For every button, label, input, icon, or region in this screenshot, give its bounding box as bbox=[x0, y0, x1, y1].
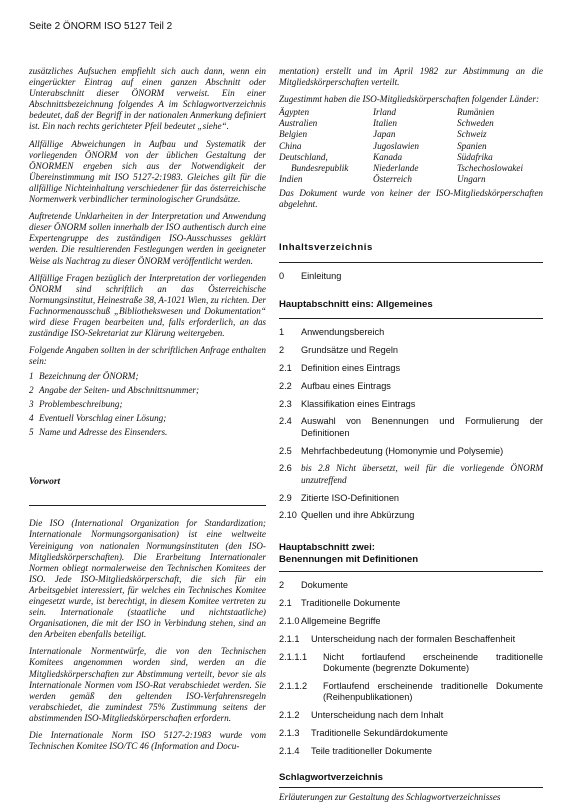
toc-item: 1 Anwendungsbereich bbox=[279, 327, 385, 338]
right-column bbox=[279, 66, 543, 809]
toc-item: 2.1.1.2 Fortlaufend erscheinende traditionelle Dokumente (Reihenpublikationen) bbox=[279, 680, 543, 703]
paragraph: Allfällige Abweichungen in Aufbau und Systematik der vorliegenden ÖNORM von der üblichen Gestaltung der ÖNORMEN ergeben sich aus der Notwendigkeit der Übereinstimmung mit ISO 5127-2:1983. Gleiches gilt für die allfällige Nichteinhaltung verschiedener für das österreichische Normenwerk verbindlicher terminologischer Grundsätze. bbox=[29, 138, 266, 205]
country-list bbox=[279, 107, 543, 185]
vorwort-heading: Vorwort bbox=[29, 477, 61, 488]
divider bbox=[29, 505, 266, 506]
toc-item: 2.1 Traditionelle Dokumente bbox=[279, 598, 401, 609]
page-header: Seite 2 ÖNORM ISO 5127 Teil 2 bbox=[29, 21, 173, 32]
toc-item: 2.1.1 Unterscheidung nach der formalen Beschaffenheit bbox=[279, 634, 516, 644]
paragraph: Internationale Normentwürfe, die von den Technischen Komitees angenommen worden sind, werden an die Mitgliedskörperschaften zur Abstimmung verteilt, bevor sie als Internationale Normen vom ISO-Rat verabschiedet werden. Sie werden gemäß den geltenden ISO-Verfahrensregeln verabschiedet, die zumindest 75% Zustimmung seitens der abstimmenden ISO-Mitgliedskörperschaften erfordern. bbox=[29, 646, 266, 723]
toc-item: 2.5 Mehrfachbedeutung (Homonymie und Polysemie) bbox=[279, 445, 504, 456]
toc-item: 2.6 bis 2.8 Nicht übersetzt, weil für die vorliegende ÖNORM unzutreffend bbox=[279, 463, 543, 485]
divider bbox=[279, 571, 543, 572]
country-column: Ägypten Australien Belgien China Deutschland, Bundesrepublik Indien bbox=[279, 107, 349, 184]
toc-item: 0 Einleitung bbox=[279, 270, 342, 281]
toc-item: 2.1.1.1 Nicht fortlaufend erscheinende traditionelle Dokumente (begrenzte Dokumente) bbox=[279, 651, 543, 674]
toc-item: 2.1.0 Allgemeine Begriffe bbox=[279, 616, 381, 627]
divider bbox=[279, 787, 543, 788]
paragraph: Die ISO (International Organization for Standardization; Internationale Normungsorganisation) ist eine weltweite Vereinigung von nationalen Normungsinstituten (den ISO-Mitgliedskörperschaften). Die Erarbeitung Internationaler Normen obliegt normalerweise den Technischen Komitees der ISO. Jede ISO-Mitgliedskörperschaft, die sich für ein Arbeitsgebiet interessiert, für welches ein Technisches Komitee eingesetzt wurde, ist berechtigt, in diesem Komitee vertreten zu sein. Internationale (staatliche und nichtstaatliche) Organisationen, die mit der ISO in Verbindung stehen, sind an den Arbeiten ebenfalls beteiligt. bbox=[29, 518, 266, 640]
paragraph: Folgende Angaben sollten in der schriftlichen Anfrage enthalten sein: bbox=[29, 345, 266, 367]
list-item: 1 Bezeichnung der ÖNORM; bbox=[29, 371, 139, 382]
paragraph: zusätzliches Aufsuchen empfiehlt sich auch dann, wenn ein eingerückter Eintrag auf einen ganzen Abschnitt oder Unterabschnitt dieser ÖNORM verweist. Ein einer Abschnittsbezeichnung folgendes A im Schlagwortverzeichnis bedeutet, daß der Begriff in der nationalen Anmerkung definiert ist. Ein nach rechts gerichteter Pfeil bedeutet „siehe“. bbox=[29, 66, 266, 132]
paragraph: mentation) erstellt und im April 1982 zur Abstimmung an die Mitgliedskörperschaften verteilt. bbox=[279, 66, 543, 88]
toc-item: 2.1.2 Unterscheidung nach dem Inhalt bbox=[279, 710, 444, 721]
country-column: Rumänien Schweden Schweiz Spanien Südafrika Tschechoslowakei Ungarn bbox=[457, 107, 524, 184]
divider bbox=[279, 318, 543, 319]
inquiry-list bbox=[29, 369, 266, 439]
toc-item: 2.3 Klassifikation eines Eintrags bbox=[279, 398, 416, 409]
toc-item: 2.2 Aufbau eines Eintrags bbox=[279, 380, 391, 391]
divider bbox=[279, 262, 543, 263]
toc-item: 2.1.4 Teile traditioneller Dokumente bbox=[279, 745, 433, 756]
toc-heading: Inhaltsverzeichnis bbox=[279, 242, 373, 254]
paragraph: Zugestimmt haben die ISO-Mitgliedskörperschaften folgender Länder: bbox=[279, 94, 540, 105]
paragraph: Die Internationale Norm ISO 5127-2:1983 wurde vom Technischen Komitee ISO/TC 46 (Information and Docu- bbox=[29, 730, 266, 752]
toc-item: 2 Grundsätze und Regeln bbox=[279, 344, 399, 355]
paragraph: Auftretende Unklarheiten in der Interpretation und Anwendung dieser ÖNORM sollen innerhalb der ISO authentisch durch eine Expertengruppe des zuständigen ISO-Ausschusses geklärt werden. Die resultierenden Festlegungen werden in geeigneter Weise als Nachtrag zu dieser ÖNORM veröffentlicht werden. bbox=[29, 211, 266, 266]
section-heading: Hauptabschnitt zwei: Benennungen mit Definitionen bbox=[279, 542, 419, 565]
toc-part-two bbox=[279, 580, 543, 757]
toc-item: 2 Dokumente bbox=[279, 580, 348, 591]
section-heading: Hauptabschnitt eins: Allgemeines bbox=[279, 298, 433, 310]
toc-intro bbox=[279, 271, 543, 282]
section-heading: Schlagwortverzeichnis bbox=[279, 771, 383, 783]
list-item: 4 Eventuell Vorschlag einer Lösung; bbox=[29, 413, 167, 424]
list-item: 5 Name und Adresse des Einsenders. bbox=[29, 427, 168, 438]
toc-item: 2.1 Definition eines Eintrags bbox=[279, 362, 401, 373]
toc-item: 2.4 Auswahl von Benennungen und Formulierung der Definitionen bbox=[279, 416, 543, 438]
list-item: 3 Problembeschreibung; bbox=[29, 399, 123, 410]
toc-item: 2.10 Quellen und ihre Abkürzung bbox=[279, 510, 415, 521]
country-column: Irland Italien Japan Jugoslawien Kanada Niederlande Österreich bbox=[373, 107, 419, 184]
left-column bbox=[29, 66, 266, 758]
toc-item: 2.9 Zitierte ISO-Definitionen bbox=[279, 492, 400, 503]
paragraph: Erläuterungen zur Gestaltung des Schlagwortverzeichnisses bbox=[279, 792, 501, 803]
list-item: 2 Angabe der Seiten- und Abschnittsnummer; bbox=[29, 385, 200, 396]
toc-item: 2.1.3 Traditionelle Sekundärdokumente bbox=[279, 727, 449, 738]
paragraph: Das Dokument wurde von keiner der ISO-Mitgliedskörperschaften abgelehnt. bbox=[279, 187, 543, 210]
paragraph: Allfällige Fragen bezüglich der Interpretation der vorliegenden ÖNORM sind schriftlich an das Österreichische Normungsinstitut, Heinestraße 38, A-1021 Wien, zu richten. Der Fachnormenausschuß „Bibliothekswesen und Dokumentation“ wird diese Fragen bearbeiten und, falls erforderlich, an das zuständige ISO-Sekretariat zur Klärung weitergeben. bbox=[29, 272, 266, 339]
toc-part-one bbox=[279, 327, 543, 522]
